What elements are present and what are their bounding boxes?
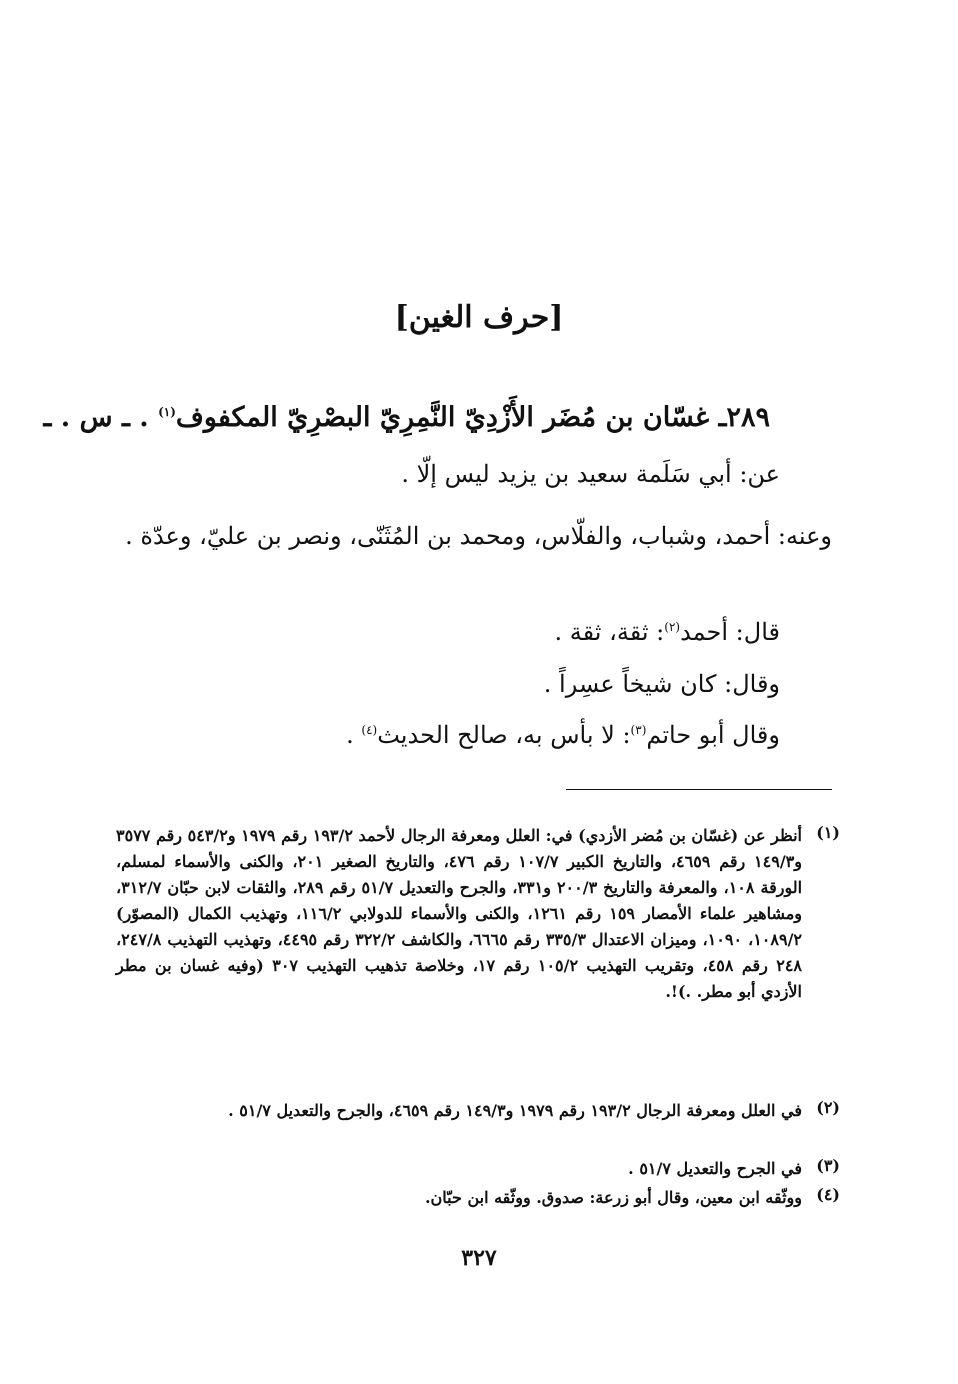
section-heading: [حرف الغين] <box>394 300 564 335</box>
footnote-2: في العلل ومعرفة الرجال ١٩٣/٢ رقم ١٩٧٩ و١٤٩/٣ رقم ٤٦٥٩، والجرح والتعديل ٥١/٧ . <box>228 1101 802 1120</box>
footnote-number-3: (٣) <box>816 1156 840 1175</box>
entry-students-paragraph: وعنه: أحمد، وشباب، والفلّاس، ومحمد بن المُثَنّى، ونصر بن عليّ، وعدّة . <box>125 522 832 550</box>
footnote-ref-2[interactable]: (٢) <box>664 620 681 634</box>
quote-second: وقال: كان شيخاً عسِراً . <box>543 670 780 698</box>
quote-abu-hatim-end: . <box>346 721 362 749</box>
quote-abu-hatim-prefix: وقال أبو حاتم <box>646 721 780 749</box>
footnote-ref-3[interactable]: (٣) <box>630 723 647 737</box>
entry-code: . ـ س . ـ <box>43 402 159 433</box>
quote-ahmad <box>555 618 780 646</box>
quote-abu-hatim-text: : لا بأس به، صالح الحديث <box>377 721 631 749</box>
entry-from-line: عن: أبي سَلَمة سعيد بن يزيد ليس إلّا . <box>401 460 780 488</box>
entry-name: ٢٨٩ـ غسّان بن مُضَر الأَزْدِيّ النَّمِرِيّ البصْرِيّ المكفوف <box>175 402 770 433</box>
footnote-4: ووثّقه ابن معين، وقال أبو زرعة: صدوق. ووثّقه ابن حبّان. <box>424 1188 802 1207</box>
footnote-1: أنظر عن (غسّان بن مُضر الأزدي) في: العلل ومعرفة الرجال لأحمد ١٩٣/٢ رقم ١٩٧٩ و٥٤٣/٢ رقم ٣٥٧٧ و١٤٩/٣ رقم ٤٦٥٩، والتاريخ الكبير ١٠٧/٧ رقم ٤٧٦، والتاريخ الصغير ٢٠١، والكنى والأسماء لمسلم، الورقة ١٠٨، والمعرفة والتاريخ ٢٠٠/٣ و٣٣١، والجرح والتعديل ٥١/٧ رقم ٢٨٩، والثقات لابن حبّان ٣١٢/٧، ومشاهير علماء الأمصار ١٥٩ رقم ١٢٦١، والكنى والأسماء للدولابي ١١٦/٢، وتهذيب الكمال (المصوّر) ١٠٨٩/٢، ١٠٩٠، وميزان الاعتدال ٣٣٥/٣ رقم ٦٦٦٥، والكاشف ٣٢٢/٢ رقم ٤٤٩٥، وتهذيب التهذيب ٢٤٧/٨، ٢٤٨ رقم ٤٥٨، وتقريب التهذيب ١٠٥/٢ رقم ١٧، وخلاصة تذهيب التهذيب ٣٠٧ (وفيه غسان بن مطر الأزدي أبو مطر. .)!. <box>116 826 803 1001</box>
footnote-ref-4[interactable]: (٤) <box>361 723 378 737</box>
footnote-separator <box>566 789 832 790</box>
page-number: ٣٢٧ <box>461 1245 497 1271</box>
entry-title <box>43 402 770 433</box>
footnote-number-2: (٢) <box>816 1098 840 1117</box>
footnote-number-1: (١) <box>816 823 840 842</box>
footnote-number-4: (٤) <box>816 1185 840 1204</box>
quote-abu-hatim <box>346 721 780 749</box>
quote-ahmad-text: : ثقة، ثقة . <box>554 618 665 646</box>
footnote-3: في الجرح والتعديل ٥١/٧ . <box>628 1159 802 1178</box>
footnote-ref-1[interactable]: (١) <box>158 405 176 419</box>
quote-ahmad-prefix: قال: أحمد <box>680 618 780 646</box>
